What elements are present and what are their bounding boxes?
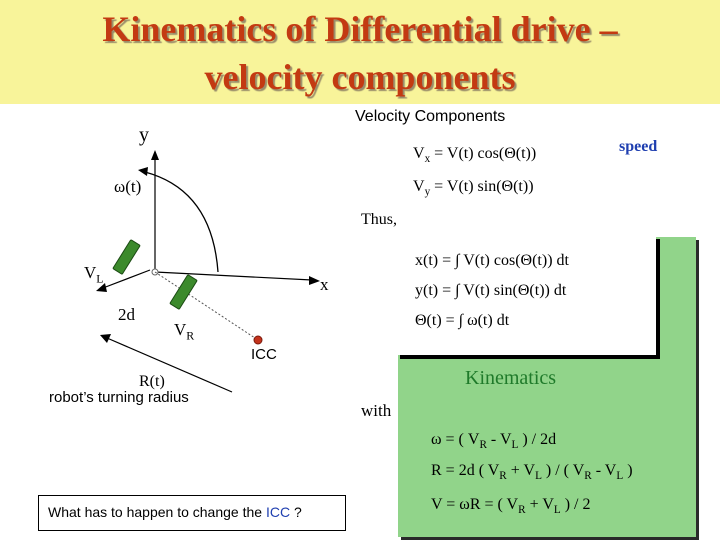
- y-integral: y(t) = ∫ V(t) sin(Θ(t)) dt: [415, 282, 567, 299]
- theta-integral: Θ(t) = ∫ ω(t) dt: [415, 312, 510, 329]
- vr-label: $V_R$: [174, 320, 195, 343]
- x-axis-arrowhead: [309, 276, 320, 285]
- radius-line: [107, 338, 232, 392]
- slide-title-line-1: Kinematics of Differential drive –: [102, 9, 618, 49]
- turning-radius-caption: robot’s turning radius: [49, 389, 189, 406]
- x-integral: x(t) = ∫ V(t) cos(Θ(t)) dt: [415, 252, 569, 269]
- left-wheel: [113, 240, 140, 275]
- vy-equation: $V_y = V(t)$ sin(Θ(t)): [413, 178, 534, 199]
- vl-label: $V_L$: [84, 263, 104, 286]
- v-equation: V = ωR = ( $V_R + V_L$ ) / 2: [431, 496, 591, 517]
- icc-point: [254, 336, 262, 344]
- x-axis-label: x: [320, 275, 329, 294]
- question-text: What has to happen to change the ICC ?: [48, 504, 302, 520]
- y-axis-arrowhead: [151, 150, 159, 160]
- axle-line: [155, 272, 258, 340]
- thus-label: Thus,: [361, 211, 397, 228]
- slide-title-line-2: velocity components: [204, 57, 516, 97]
- turning-radius-symbol: R(t): [139, 373, 165, 390]
- question-box: [38, 495, 346, 531]
- right-wheel: [170, 275, 197, 310]
- question-icc-highlight: ICC: [265, 504, 291, 520]
- vx-equation: $V_x = V(t)$ cos(Θ(t)): [413, 145, 537, 166]
- kinematics-label: Kinematics: [465, 367, 557, 389]
- omega-arrowhead: [138, 167, 148, 176]
- omega-label: ω(t): [114, 177, 142, 196]
- two-d-label: 2d: [118, 305, 135, 324]
- with-label: with: [361, 401, 392, 420]
- omega-equation: ω = ( $V_R - V_L$ ) / 2d: [431, 431, 557, 452]
- y-axis-label: y: [139, 124, 149, 146]
- velocity-components-heading: Velocity Components: [355, 108, 506, 125]
- x-axis: [155, 272, 312, 280]
- speed-label: speed: [619, 138, 658, 155]
- vl-arrow: [103, 270, 150, 288]
- omega-arc: [145, 172, 218, 272]
- r-equation: R = 2d ( $V_R + V_L$ ) / ( $V_R - V_L$ ): [431, 462, 633, 483]
- icc-label: ICC: [251, 346, 277, 363]
